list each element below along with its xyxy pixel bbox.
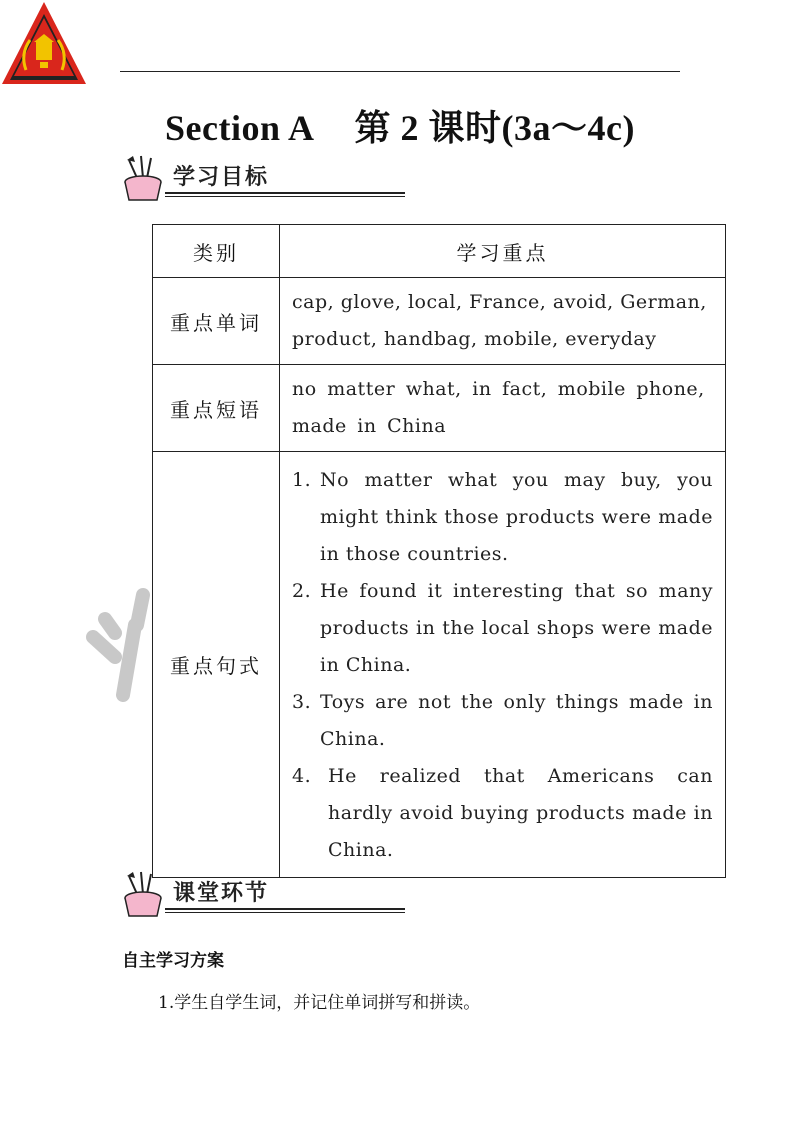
school-logo-icon bbox=[0, 0, 88, 88]
table-row bbox=[153, 278, 726, 365]
item-text: He realized that Americans can hardly avoid buying products made in China. bbox=[328, 765, 713, 861]
content-cell: cap, glove, local, France, avoid, German, product, handbag, mobile, everyday bbox=[280, 278, 726, 365]
section-header-class bbox=[115, 868, 300, 918]
item-number: 1. bbox=[292, 469, 312, 491]
table-header-row bbox=[153, 225, 726, 278]
table-row bbox=[153, 452, 726, 878]
table-header-focus: 学习重点 bbox=[280, 225, 726, 278]
subheading: 自主学习方案 bbox=[122, 951, 224, 971]
title-section: Section A bbox=[165, 108, 315, 148]
list-item bbox=[292, 758, 713, 869]
content-cell bbox=[280, 452, 726, 878]
item-number: 3. bbox=[292, 691, 312, 713]
paragraph: 1.学生自学生词，并记住单词拼写和拼读。 bbox=[158, 993, 481, 1013]
content-cell: no matter what, in fact, mobile phone, made in China bbox=[280, 365, 726, 452]
page-title bbox=[0, 100, 800, 151]
item-text: Toys are not the only things made in China. bbox=[320, 691, 713, 750]
list-item bbox=[292, 462, 713, 573]
table-header-category: 类别 bbox=[153, 225, 280, 278]
section-label: 学习目标 bbox=[173, 165, 270, 190]
header-rule bbox=[120, 71, 680, 72]
sentence-list bbox=[292, 462, 713, 869]
category-cell: 重点句式 bbox=[153, 452, 280, 878]
category-cell: 重点单词 bbox=[153, 278, 280, 365]
goals-table bbox=[152, 224, 726, 878]
title-lesson: 第 2 课时(3a～4c) bbox=[354, 108, 635, 148]
category-cell: 重点短语 bbox=[153, 365, 280, 452]
item-text: No matter what you may buy, you might think those products were made in those countries. bbox=[320, 469, 713, 565]
table-row bbox=[153, 365, 726, 452]
section-underline bbox=[165, 192, 405, 194]
list-item bbox=[292, 573, 713, 684]
section-underline-thin bbox=[165, 196, 405, 197]
item-number: 2. bbox=[292, 580, 312, 602]
section-underline-thin bbox=[165, 912, 405, 913]
list-item bbox=[292, 684, 713, 758]
section-header-goals bbox=[115, 152, 300, 202]
section-label: 课堂环节 bbox=[173, 881, 270, 906]
item-text: He found it interesting that so many products in the local shops were made in China. bbox=[320, 580, 713, 676]
section-underline bbox=[165, 908, 405, 910]
item-number: 4. bbox=[292, 765, 312, 787]
